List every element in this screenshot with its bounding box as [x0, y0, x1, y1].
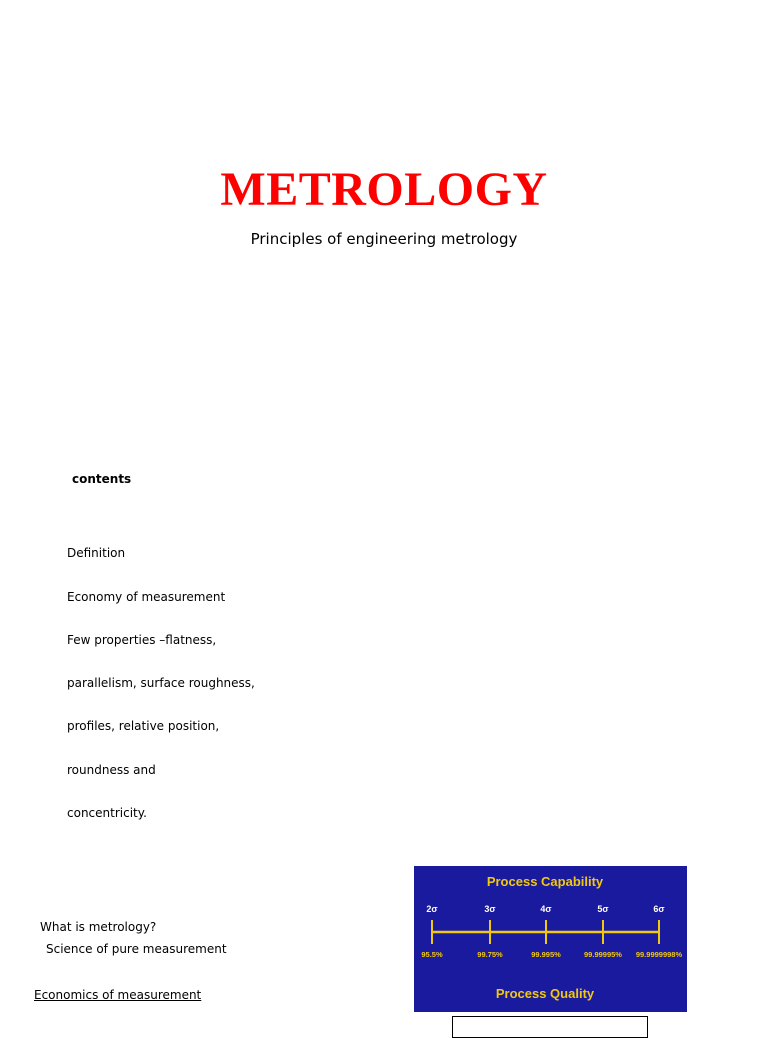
sigma-label: 3σ: [484, 904, 496, 914]
sigma-label: 6σ: [653, 904, 665, 914]
percent-label: 99.99995%: [584, 950, 622, 959]
figure-bottom-label: Process Quality: [495, 986, 595, 1001]
contents-item: Economy of measurement: [67, 590, 226, 604]
metrology-answer: Science of pure measurement: [46, 942, 227, 956]
contents-item: Definition: [67, 546, 126, 560]
metrology-question: What is metrology?: [40, 920, 157, 934]
contents-item: profiles, relative position,: [67, 719, 220, 733]
sigma-label: 2σ: [426, 904, 438, 914]
percent-label: 95.5%: [421, 950, 443, 959]
percent-label: 99.9999998%: [635, 950, 683, 959]
contents-item: roundness and: [67, 763, 156, 777]
percent-label: 99.995%: [531, 950, 561, 959]
document-title: METROLOGY: [220, 163, 548, 216]
economics-heading: Economics of measurement: [34, 988, 202, 1002]
sigma-label: 4σ: [540, 904, 552, 914]
document-subtitle: Principles of engineering metrology: [250, 230, 518, 248]
process-capability-figure: [414, 866, 687, 1012]
contents-heading: contents: [72, 472, 132, 486]
contents-item: Few properties –flatness,: [67, 633, 217, 647]
figure-title: Process Capability: [486, 874, 604, 889]
contents-item: parallelism, surface roughness,: [67, 676, 255, 690]
percent-label: 99.75%: [477, 950, 503, 959]
contents-item: concentricity.: [67, 806, 147, 820]
sigma-label: 5σ: [597, 904, 609, 914]
process-capability-diagram: [414, 866, 687, 1012]
next-figure-frame: [452, 1016, 648, 1038]
